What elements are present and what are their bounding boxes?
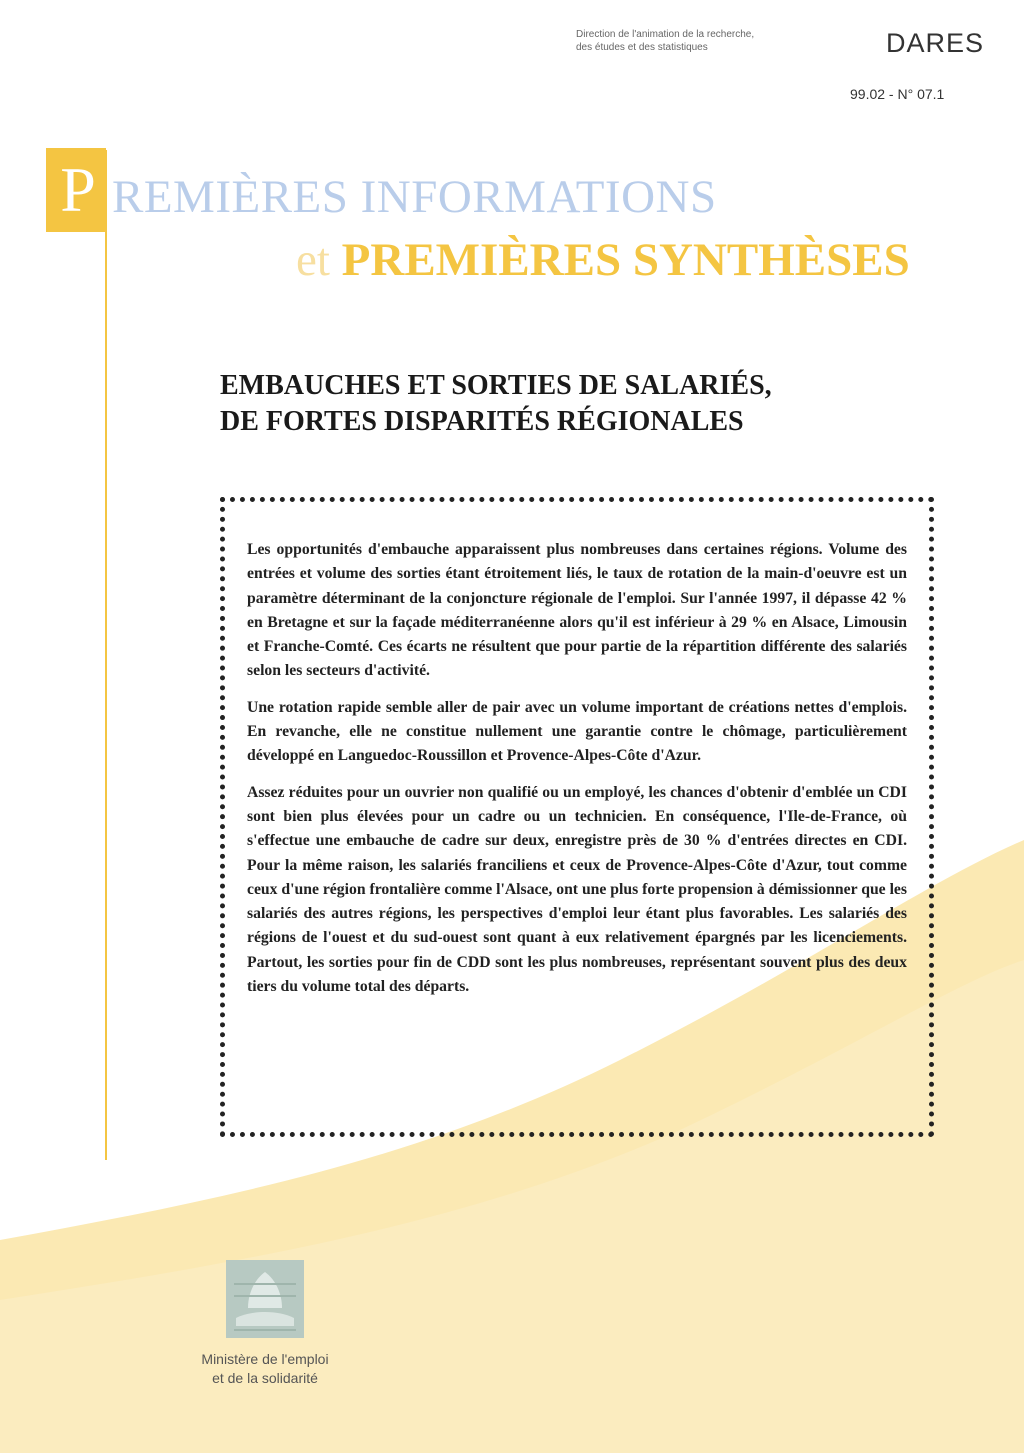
initial-letter: P [60,154,96,225]
series-title-main: PREMIÈRES SYNTHÈSES [341,234,910,286]
abstract-box [220,497,934,1137]
department-name: Direction de l'animation de la recherche, des études et des statistiques [576,29,755,53]
abstract-paragraph-1: Les opportunités d'embauche apparaissent plus nombreuses dans certaines régions. Volume des entrées et volume des sorties étant étroitement liés, le taux de rotation de la main-d'oeuvre est un paramètre déterminant de la conjoncture régionale de l'emploi. Sur l'année 1997, il dépasse 42 % en Bretagne et sur la façade méditerranéenne alors qu'il est inférieur à 29 % en Alsace, Limousin et Franche-Comté. Ces écarts ne résultent que pour partie de la répartition différente des salariés selon les secteurs d'activité. [247,541,907,680]
abstract-paragraph-3: Assez réduites pour un ouvrier non qualifié ou un employé, les chances d'obtenir d'emblée un CDI sont bien plus élevées pour un cadre ou un technicien. En conséquence, l'Ile-de-France, où s'effectue une embauche de cadre sur deux, enregistre près de 30 % d'entrées directes en CDI. Pour la même raison, les salariés franciliens et ceux de Provence-Alpes-Côte d'Azur, tout comme ceux d'une région frontalière comme l'Alsace, ont une plus forte propension à démissionner que les salariés des autres régions, les perspectives d'emploi leur étant plus favorables. Les salariés des régions de l'ouest et du sud-ouest sont quant à eux relativement épargnés par les licenciements. Partout, les sorties pour fin de CDD sont les plus nombreuses, représentant souvent plus des deux tiers du volume total des départs. [247,783,907,996]
series-title-line1: REMIÈRES INFORMATIONS [112,171,717,223]
headline-line1: EMBAUCHES ET SORTIES DE SALARIÉS, [220,370,772,401]
issue-number: 99.02 - N° 07.1 [850,86,945,102]
series-title-conjunction: et [296,234,330,286]
ministry-name: Ministère de l'emploi et de la solidarité [201,1351,329,1386]
series-title-line2 [296,233,910,287]
article-headline [220,368,772,440]
ministry-logo-icon [226,1260,304,1338]
abstract-paragraph-2: Une rotation rapide semble aller de pair avec un volume important de créations nettes d'emplois. En revanche, elle ne constitue nullement une garantie contre le chômage, particulièrement développé en Languedoc-Roussillon et Provence-Alpes-Côte d'Azur. [247,698,907,765]
headline-line2: DE FORTES DISPARITÉS RÉGIONALES [220,406,744,437]
accent-vertical-line [105,150,107,1160]
org-name: DARES [886,28,985,58]
